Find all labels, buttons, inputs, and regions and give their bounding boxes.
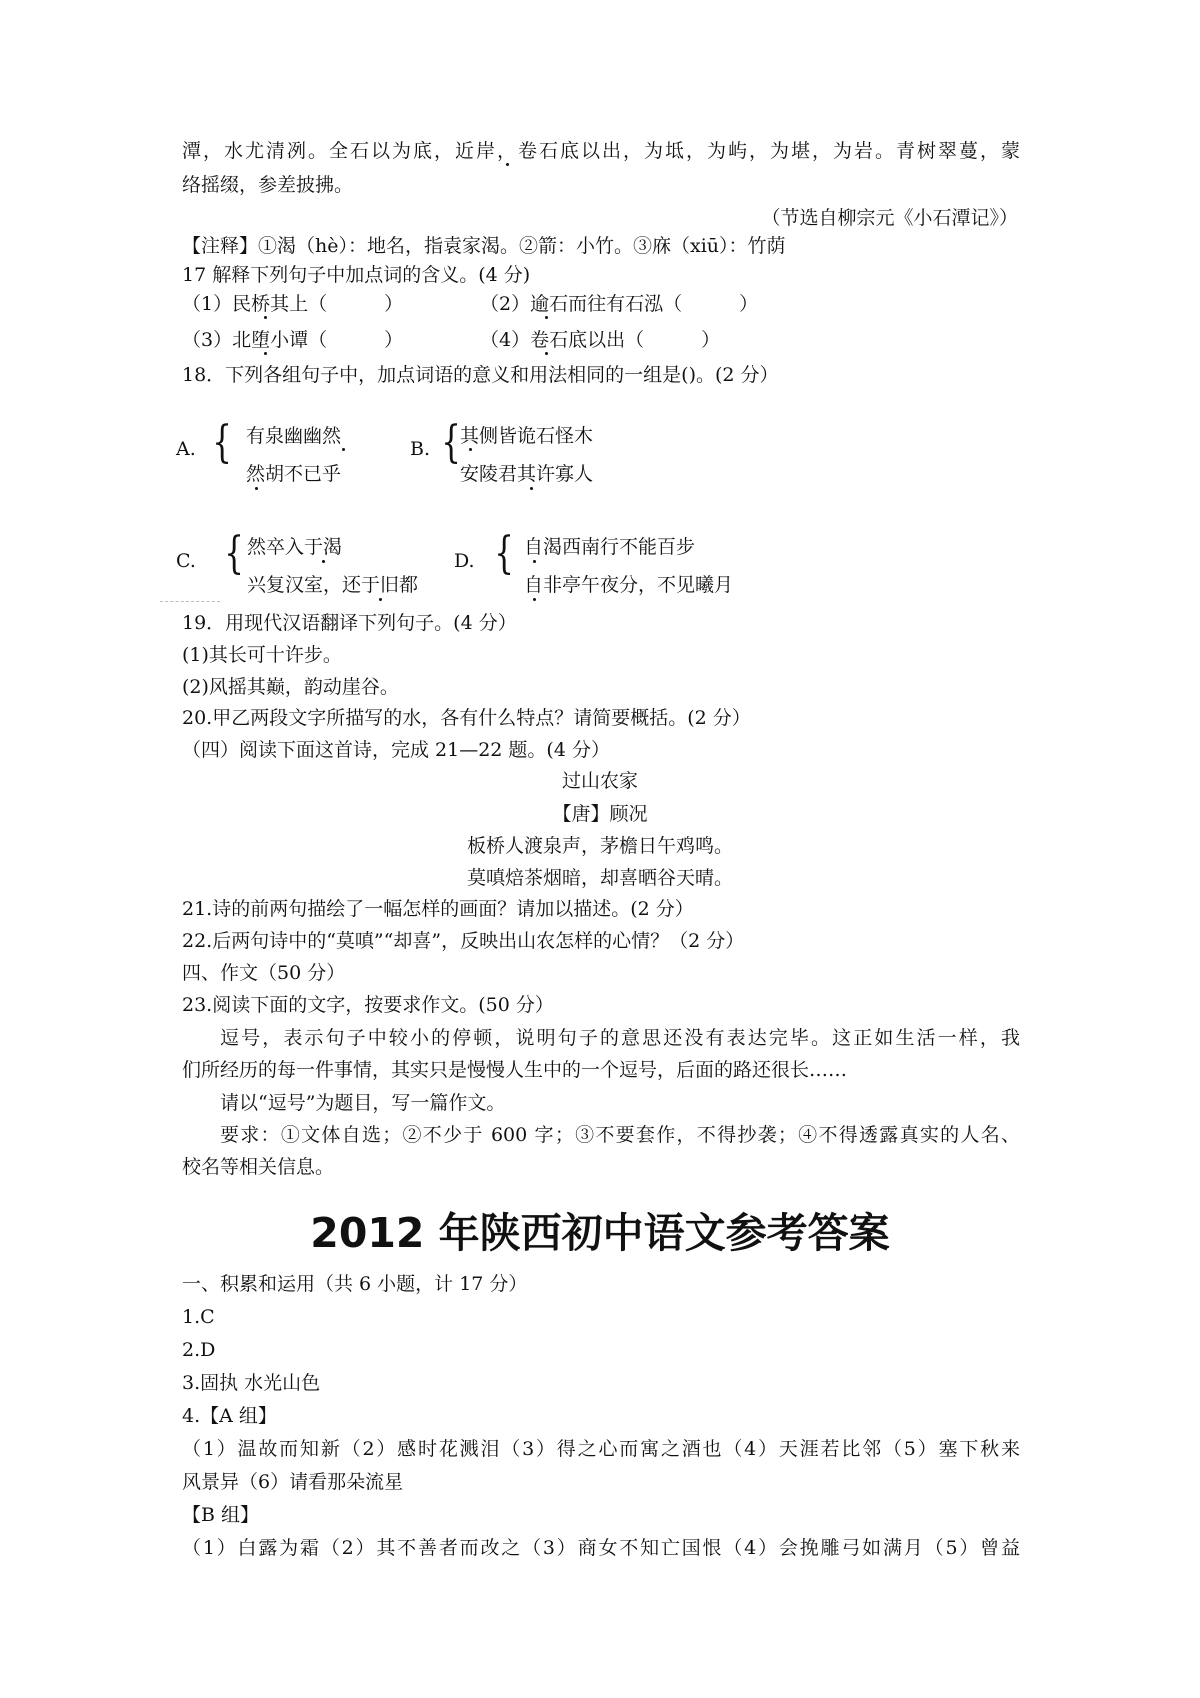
emphasis-dot: [342, 448, 345, 451]
passage-line: 潭，水尤清冽。全石以为底，近岸，卷石底以出，为坻，为屿，为堪，为岩。青树翠蔓，蒙: [182, 140, 1020, 162]
passage-line: 络摇缀，参差披拂。: [182, 174, 354, 196]
emphasis-dot: [255, 487, 258, 490]
q22: 22.后两句诗中的“莫嗔”“却喜”，反映出山农怎样的心情？（2 分）: [182, 930, 745, 952]
answer-item: 1.C: [182, 1306, 215, 1328]
composition-paragraph: 逗号，表示句子中较小的停顿，说明句子的意思还没有表达完毕。这正如生活一样，我: [220, 1027, 1020, 1049]
option-a-sentence-1: 有泉幽幽然: [246, 425, 342, 447]
option-d-sentence-1: 自渴西南行不能百步: [524, 536, 696, 558]
composition-prompt: 请以“逗号”为题目，写一篇作文。: [220, 1092, 506, 1114]
emphasis-dot: [264, 316, 267, 319]
option-c-sentence-2: 兴复汉室，还于旧都: [247, 574, 419, 596]
q17-item: （1）民桥其上（ ）: [182, 293, 404, 315]
answer-item: 3.固执 水光山色: [182, 1372, 321, 1394]
q19-stem: 19．用现代汉语翻译下列句子。(4 分）: [182, 612, 517, 634]
q17-stem: 17 解释下列句子中加点词的含义。(4 分): [182, 264, 531, 286]
option-b-sentence-2: 安陵君其许寡人: [460, 463, 594, 485]
answers-title: 2012 年陕西初中语文参考答案: [310, 1209, 890, 1257]
brace: {: [494, 528, 514, 579]
composition-requirements: 要求：①文体自选；②不少于 600 字；③不要套作，不得抄袭；④不得透露真实的人名、: [220, 1124, 1020, 1146]
option-label-c: C.: [176, 550, 196, 572]
emphasis-dot: [533, 598, 536, 601]
q19-item: (2)风摇其巅，韵动崖谷。: [182, 676, 399, 698]
option-a-sentence-2: 然胡不已乎: [246, 463, 342, 485]
option-b-sentence-1: 其侧皆诡石怪木: [460, 425, 594, 447]
composition-heading: 四、作文（50 分）: [182, 962, 346, 984]
emphasis-dot: [379, 598, 382, 601]
answer-item: 2.D: [182, 1339, 216, 1361]
brace: {: [224, 528, 244, 579]
answer-item: 风景异（6）请看那朵流星: [182, 1471, 404, 1493]
answer-item: 4.【A 组】: [182, 1405, 277, 1427]
brace: {: [441, 417, 461, 468]
answer-item: 【B 组】: [182, 1504, 260, 1526]
option-d-sentence-2: 自非亭午夜分，不见曦月: [524, 574, 734, 596]
emphasis-dot: [469, 448, 472, 451]
poem-author: 【唐】顾况: [552, 803, 648, 825]
emphasis-dot: [506, 163, 509, 166]
poem-line: 莫嗔焙茶烟暗，却喜晒谷天晴。: [466, 867, 733, 889]
answer-item: （1）白露为霜（2）其不善者而改之（3）商女不知亡国恨（4）会挽雕弓如满月（5）曾益: [182, 1537, 1020, 1559]
answers-section-heading: 一、积累和运用（共 6 小题，计 17 分）: [182, 1273, 528, 1295]
section4-intro: （四）阅读下面这首诗，完成 21—22 题。(4 分）: [182, 739, 610, 761]
option-c-sentence-1: 然卒入于渴: [247, 536, 343, 558]
q17-item: （2）逾石而往有石泓（ ）: [480, 293, 759, 315]
q21: 21.诗的前两句描绘了一幅怎样的画面？请加以描述。(2 分）: [182, 898, 694, 920]
composition-requirements: 校名等相关信息。: [182, 1156, 335, 1178]
passage-note: 【注释】①渴（hè）：地名，指袁家渴。②箭：小竹。③庥（xiū）：竹荫: [182, 235, 786, 257]
emphasis-dot: [264, 352, 267, 355]
divider: [160, 601, 220, 602]
poem-title: 过山农家: [561, 770, 638, 792]
q17-item: （3）北堕小谭（ ）: [182, 329, 404, 351]
option-label-d: D.: [454, 550, 475, 572]
q19-item: (1)其长可十许步。: [182, 644, 342, 666]
emphasis-dot: [530, 487, 533, 490]
answer-item: （1）温故而知新（2）感时花溅泪（3）得之心而寓之酒也（4）天涯若比邻（5）塞下秋来: [182, 1438, 1020, 1460]
option-label-a: A.: [176, 438, 196, 460]
q17-item: （4）卷石底以出（ ）: [480, 329, 721, 351]
q18-stem: 18．下列各组句子中，加点词语的意义和用法相同的一组是()。(2 分）: [182, 364, 779, 386]
q23: 23.阅读下面的文字，按要求作文。(50 分）: [182, 994, 554, 1016]
emphasis-dot: [545, 316, 548, 319]
q20: 20.甲乙两段文字所描写的水，各有什么特点？请简要概括。(2 分）: [182, 707, 751, 729]
emphasis-dot: [322, 560, 325, 563]
composition-paragraph: 们所经历的每一件事情，其实只是慢慢人生中的一个逗号，后面的路还很长……: [182, 1059, 848, 1081]
emphasis-dot: [545, 352, 548, 355]
poem-line: 板桥人渡泉声，茅檐日午鸡鸣。: [466, 835, 733, 857]
passage-source: （节选自柳宗元《小石潭记》）: [761, 207, 1018, 229]
option-label-b: B.: [410, 438, 431, 460]
brace: {: [212, 417, 232, 468]
emphasis-dot: [533, 560, 536, 563]
